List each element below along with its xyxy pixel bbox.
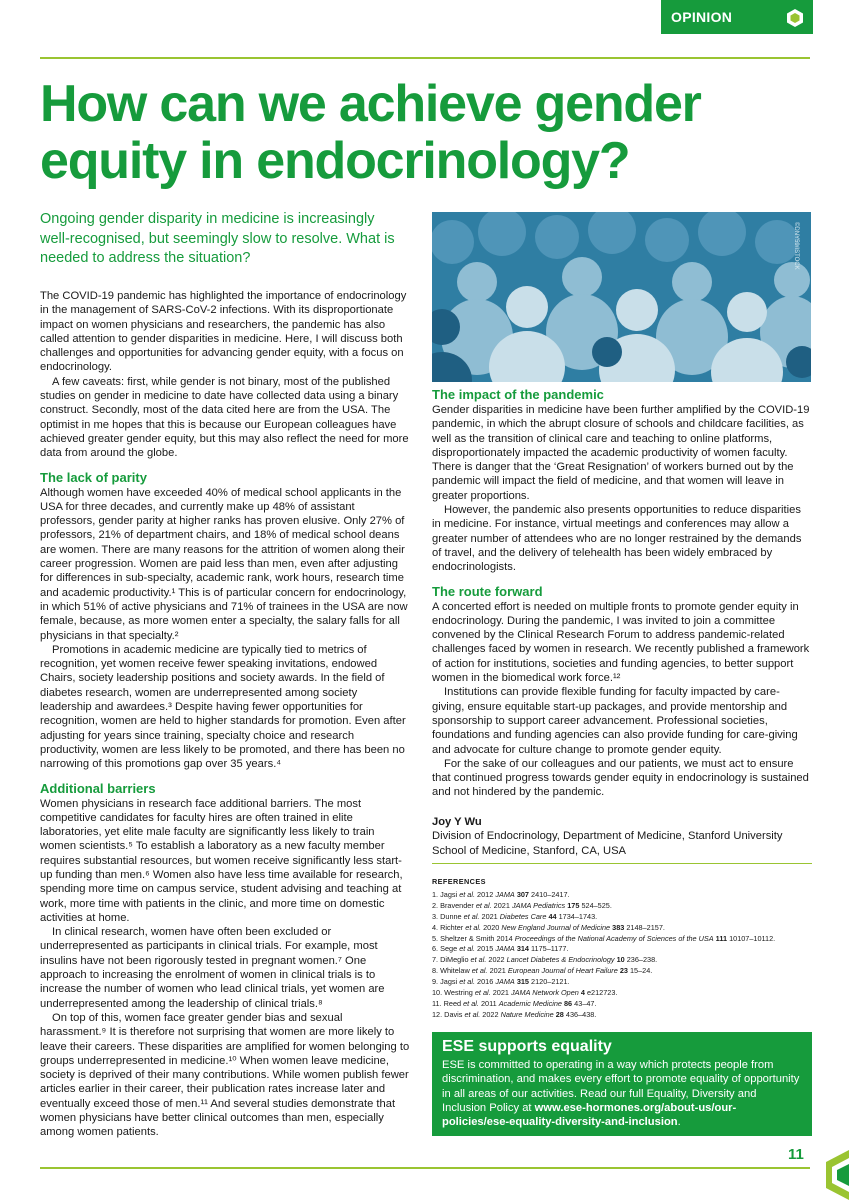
reference-item: 6. Sege et al. 2015 JAMA 314 1175–1177. bbox=[432, 944, 569, 954]
author-affiliation: Division of Endocrinology, Department of Medicine, Stanford University School of Medicine, Stanford, CA, USA bbox=[432, 830, 783, 857]
box-end: . bbox=[677, 1116, 681, 1129]
policy-link[interactable]: www.ese-hormones.org/about-us/our-policies/ese-equality-diversity-and-inclusion bbox=[442, 1101, 737, 1129]
hexagon-corner-icon bbox=[826, 1150, 849, 1200]
reference-item: 5. Sheltzer & Smith 2014 Proceedings of the National Academy of Sciences of the USA 111 10107–10112. bbox=[432, 933, 776, 943]
references-heading: REFERENCES bbox=[432, 877, 486, 886]
reference-item: 12. Davis et al. 2022 Nature Medicine 28 436–438. bbox=[432, 1009, 597, 1019]
author-name: Joy Y Wu bbox=[432, 816, 482, 828]
intro-paragraph: The COVID-19 pandemic has highlighted the importance of endocrinology in the management of SARS-CoV-2 infections. With its disproportionate impact on women physicians and researchers, the pandemic has also called attention to gender disparities in medicine. Here, I will discuss both challenges and opportunities for advancing gender equity, with a focus on endocrinology. bbox=[40, 290, 407, 374]
box-body: ESE is committed to operating in a way which protects people from discrimination, and makes every effort to promote equality of opportunity in all areas of our activities. Read our full Equality, Diversity and Inclusion Policy at bbox=[442, 1059, 800, 1114]
reference-item: 7. DiMeglio et al. 2022 Lancet Diabetes & Endocrinology 10 236–238. bbox=[432, 955, 658, 965]
right-column bbox=[432, 387, 812, 800]
body-paragraph: For the sake of our colleagues and our patients, we must act to ensure that continued progress towards gender equity in endocrinology is sustained and not hindered by the pandemic. bbox=[432, 757, 809, 799]
body-paragraph: Women physicians in research face additional barriers. The most competitive candidates for faculty hires are often trained in elite laboratories, yet elite male faculty are significantly less likely to train women scientists.⁵ To establish a laboratory as a new faculty member requires substantial resources, but women receive significantly less start-up funding than men.⁶ Women also have less time available for research, spending more time on campus service, student advising and teaching at work, more time with patients in the clinic, and more time on domestic activities at home. bbox=[40, 797, 403, 924]
box-heading: ESE supports equality bbox=[442, 1038, 612, 1055]
body-paragraph: Although women have exceeded 40% of medical school applicants in the USA for three decades, and currently make up 48% of assistant professors, gender parity at higher ranks has proven elusive. Only 27% of professors, 21% of department chairs, and 18% of medical school deans are women. There are many reasons for the attrition of women along their career progression. Women are paid less than men, even after adjusting for differences in sub-specialty, academic rank, work hours, research time and academic productivity.¹ This is of particular concern for endocrinology, in which 51% of active physicians and 71% of trainees in the USA are now female, because, as more women enter a specialty, the salary falls for all physicians in that specialty.² bbox=[40, 486, 408, 642]
reference-item: 4. Richter et al. 2020 New England Journal of Medicine 383 2148–2157. bbox=[432, 922, 665, 932]
top-divider bbox=[40, 57, 810, 59]
section-heading: Additional barriers bbox=[40, 780, 156, 796]
headline: How can we achieve gender equity in endocrinology? bbox=[40, 75, 701, 190]
author-divider bbox=[432, 863, 812, 864]
references bbox=[432, 877, 812, 1021]
body-paragraph: Institutions can provide flexible funding for faculty impacted by care-giving, ensure equitable start-up packages, and provide mentorship and sponsorship to support career advancement. Professional societies, foundations and funding agencies can also provide funding for care-giving and advocate for culture change to promote gender equity. bbox=[432, 686, 798, 756]
page-number: 11 bbox=[788, 1146, 804, 1163]
body-paragraph: In clinical research, women have often been excluded or underrepresented as participants in clinical trials. For example, most insulins have not been rigorously tested in pregnant women.⁷ One approach to increasing the enrolment of women in clinical trials is to increase the number of women who lead clinical trials, yet women are underrepresented among the leadership of clinical trials.⁸ bbox=[40, 926, 385, 1010]
hero-illustration bbox=[432, 212, 811, 382]
standfirst: Ongoing gender disparity in medicine is increasingly well-recognised, but seemingly slow to resolve. What is needed to address the situation? bbox=[40, 211, 395, 266]
reference-item: 8. Whitelaw et al. 2021 European Journal of Heart Failure 23 15–24. bbox=[432, 966, 653, 976]
left-column bbox=[40, 289, 410, 1140]
reference-item: 2. Bravender et al. 2021 JAMA Pediatrics 175 524–525. bbox=[432, 900, 612, 910]
reference-item: 10. Westring et al. 2021 JAMA Network Open 4 e212723. bbox=[432, 988, 618, 998]
author-block bbox=[432, 815, 812, 858]
section-heading: The lack of parity bbox=[40, 469, 147, 485]
reference-item: 1. Jagsi et al. 2012 JAMA 307 2410–2417. bbox=[432, 889, 570, 899]
ese-equality-box bbox=[432, 1032, 812, 1136]
intro-paragraph: A few caveats: first, while gender is not binary, most of the published studies on gender in medicine to date have collected data using a binary construct. Secondly, most of the data cited here are from the USA. The optimist in me hopes that this is because our European colleagues have achieved greater gender equity, but this may also reflect the need for more data from around the globe. bbox=[40, 375, 409, 460]
body-paragraph: Gender disparities in medicine have been further amplified by the COVID-19 pandemic, in which the abrupt closure of schools and childcare facilities, as well as the transition of clinical care and teaching to online platforms, disproportionately impacted the academic productivity of women faculty. There is danger that the ‘Great Resignation’ of workers burned out by the pandemic will impact the field of medicine, and that women will leave in greater proportions. bbox=[432, 404, 810, 502]
body-paragraph: However, the pandemic also presents opportunities to reduce disparities in medicine. For instance, virtual meetings and conferences may allow a greater number of attendees who are no longer restrained by the demands of travel, and the delivery of telehealth has been widely embraced by endocrinologists. bbox=[432, 504, 802, 574]
body-paragraph: Promotions in academic medicine are typically tied to metrics of recognition, yet women receive fewer speaking invitations, endowed Chairs, society leadership positions and society awards. In the field of diabetes research, women are underrepresented among society leadership and awardees.³ Despite having fewer opportunities for recognition, women are held to higher standards for promotion. Even after adjusting for years since training, specialty choice and research productivity, women are less likely to be promoted, and there has been no narrowing of this promotions gap over 35 years.⁴ bbox=[40, 643, 406, 771]
bottom-divider bbox=[40, 1167, 810, 1169]
section-heading: The route forward bbox=[432, 583, 543, 599]
reference-item: 11. Reed et al. 2011 Academic Medicine 86 43–47. bbox=[432, 998, 597, 1008]
crowd-silhouettes-image bbox=[432, 212, 811, 382]
reference-item: 3. Dunne et al. 2021 Diabetes Care 44 1734–1743. bbox=[432, 911, 598, 921]
section-heading: The impact of the pandemic bbox=[432, 387, 604, 402]
box-text bbox=[442, 1058, 802, 1129]
body-paragraph: A concerted effort is needed on multiple fronts to promote gender equity in endocrinology. During the pandemic, I was invited to join a committee convened by the Clinical Research Forum to address pandemic-related challenges faced by women in research. We recently published a framework of action for institutions, societies and funding agencies, to better support women in the biomedical work force.¹² bbox=[432, 600, 810, 685]
reference-item: 9. Jagsi et al. 2016 JAMA 315 2120–2121. bbox=[432, 977, 570, 987]
image-credit: ©DNY59/ISTOCK bbox=[793, 222, 799, 270]
reference-list bbox=[432, 890, 812, 1021]
hexagon-logo-icon bbox=[785, 8, 805, 28]
body-paragraph: On top of this, women face greater gender bias and sexual harassment.⁹ It is therefore not surprising that women are more likely to leave their careers. These disparities are amplified for women belonging to groups underrepresented in medicine.¹⁰ When women leave medicine, society is deprived of their many contributions. While women publish fewer articles earlier in their career, their publication rates increase later and eventually exceed those of men.¹¹ And several studies demonstrate that women physicians have better clinical outcomes than men, especially among women patients. bbox=[40, 1011, 410, 1139]
section-tag: OPINION bbox=[661, 0, 813, 34]
